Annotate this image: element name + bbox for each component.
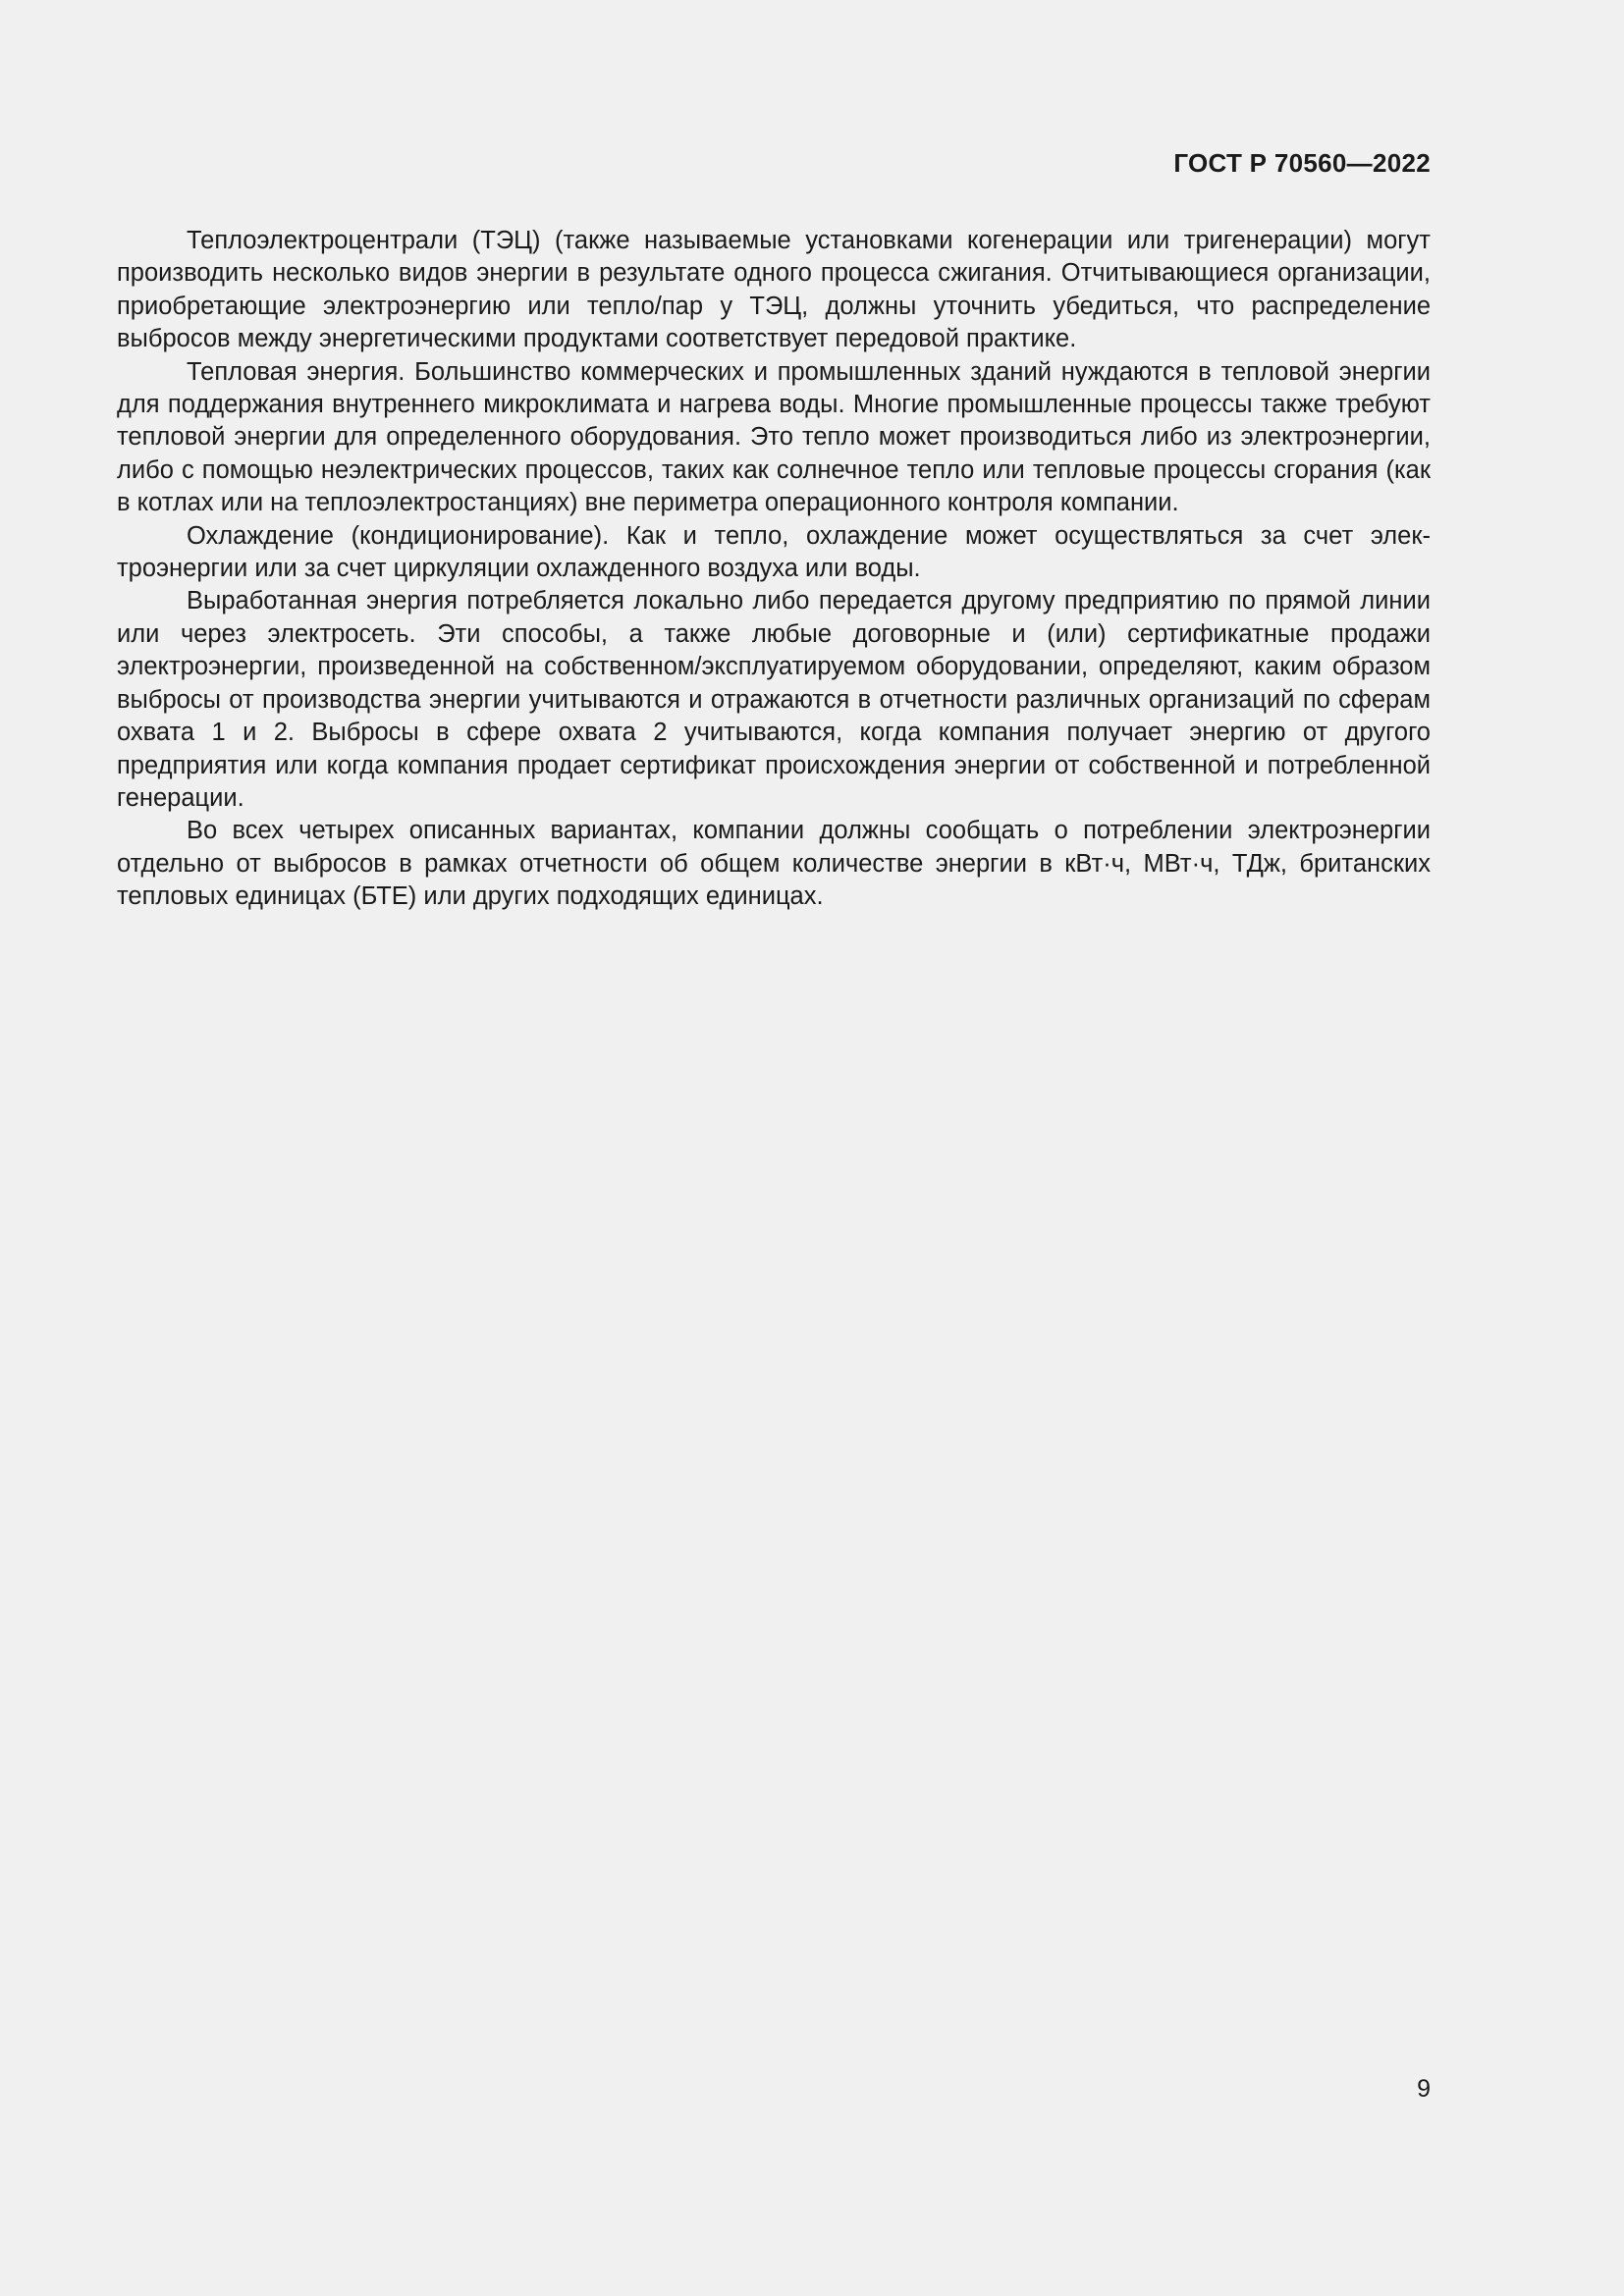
paragraph-chp: Теплоэлектроцентрали (ТЭЦ) (также называемые установками когенерации или тригенерации) могут производить несколько видов энергии в результате одного процесса сжигания. Отчитывающиеся организации, приобретающие электроэнергию или тепло/пар у ТЭЦ, должны уточнить убедиться, что распределение выбросов между энергетическими продуктами соответствует передовой практике. bbox=[117, 227, 1431, 353]
standard-header: ГОСТ Р 70560—2022 bbox=[1173, 148, 1431, 178]
paragraph-reporting: Во всех четырех описанных вариантах, компании должны сообщать о потреблении электроэнергии отдельно от выбросов в рамках отчетности об общем количестве энергии в кВт·ч, МВт·ч, ТДж, британских тепловых единицах (БТЕ) или других подходящих единицах. bbox=[117, 817, 1431, 911]
paragraph-cooling: Охлаждение (кондиционирование). Как и тепло, охлаждение может осуществляться за счет электроэнергии или за счет циркуляции охлажденного воздуха или воды. bbox=[117, 521, 1431, 583]
page-number: 9 bbox=[1417, 2075, 1431, 2103]
paragraph-generated-energy: Выработанная энергия потребляется локально либо передается другому предприятию по прямой линии или через электросеть. Эти способы, а также любые договорные и (или) сертификатные продажи электроэнергии, произведенной на собственном/эксплуатируемом оборудовании, определяют, каким образом выбросы от производства энергии учитываются и отражаются в отчетности различных организаций по сферам охвата 1 и 2. Выбросы в сфере охвата 2 учитываются, когда компания получает энергию от другого предприятия или когда компания продает сертификат происхождения энергии от собственной и потребленной генерации. bbox=[117, 587, 1431, 812]
body-text bbox=[117, 225, 1431, 914]
paragraph-thermal-energy: Тепловая энергия. Большинство коммерческих и промышленных зданий нуждаются в тепловой энергии для поддержания внутреннего микроклимата и нагрева воды. Многие промышленные процессы также требуют тепловой энергии для определенного оборудования. Это тепло может производиться либо из электроэнергии, либо с помощью неэлектрических процессов, таких как солнечное тепло или тепловые процессы сгорания (как в котлах или на теплоэлектростанциях) вне периметра операционного контроля компании. bbox=[117, 357, 1431, 517]
